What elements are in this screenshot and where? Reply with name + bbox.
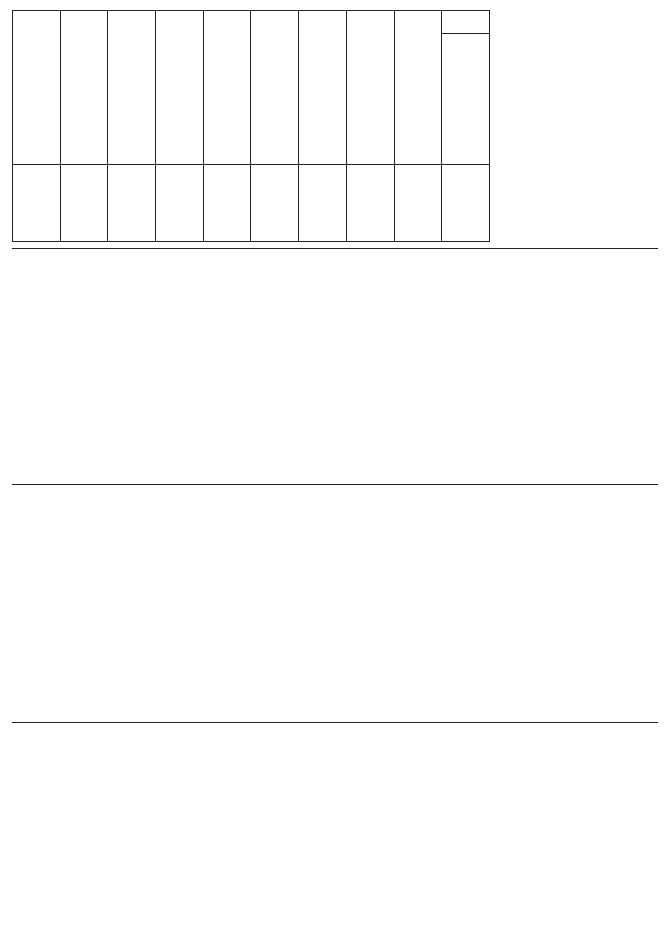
fee-amount [299, 165, 346, 241]
fee-table-row [394, 11, 442, 241]
fee-table-row [155, 11, 203, 241]
fee-amount [251, 165, 298, 241]
fee-class [108, 11, 155, 165]
fee-table [12, 10, 490, 242]
fee-class [13, 11, 60, 165]
fee-class [251, 11, 298, 165]
fee-table-section [12, 10, 658, 242]
fee-table-row [13, 11, 60, 241]
fee-header-amount [442, 165, 489, 241]
fee-amount [108, 165, 155, 241]
fee-header-class [442, 11, 489, 34]
fee-amount [61, 165, 108, 241]
text-band-4 [12, 722, 658, 938]
fee-class [299, 11, 346, 165]
fee-table-row [203, 11, 251, 241]
band-4-content [14, 727, 656, 934]
fee-amount [395, 165, 442, 241]
text-band-2 [12, 248, 658, 478]
fee-table-row [298, 11, 346, 241]
fee-table-row [60, 11, 108, 241]
fee-amount [347, 165, 394, 241]
fee-table-intro [490, 10, 658, 242]
fee-amount [156, 165, 203, 241]
fee-class [61, 11, 108, 165]
fee-class [204, 11, 251, 165]
fee-amount [204, 165, 251, 241]
text-band-3 [12, 484, 658, 716]
fee-header-spacer [442, 34, 489, 165]
fee-class [347, 11, 394, 165]
fee-table-row [250, 11, 298, 241]
fee-table-row [107, 11, 155, 241]
fee-table-header [441, 11, 489, 241]
fee-amount [13, 165, 60, 241]
fee-table-row [346, 11, 394, 241]
fee-class [156, 11, 203, 165]
fee-class [395, 11, 442, 165]
